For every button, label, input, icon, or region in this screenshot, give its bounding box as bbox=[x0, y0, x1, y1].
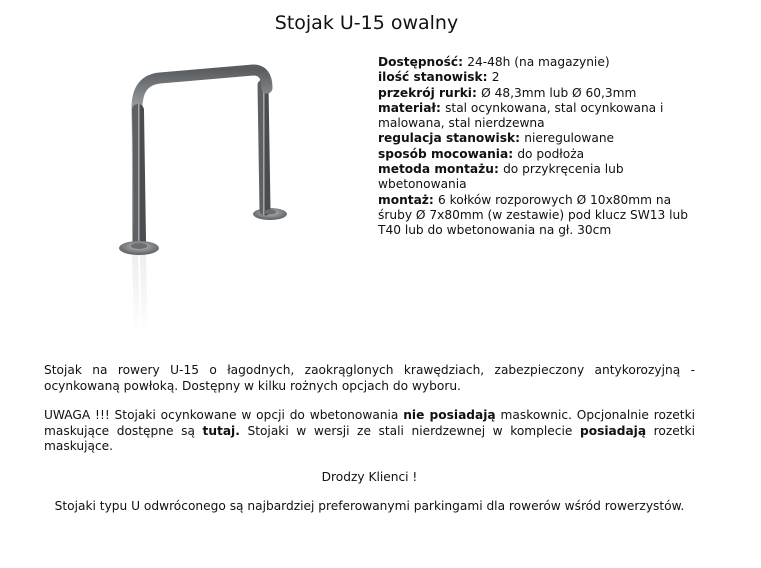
spec-value: 24-48h (na magazynie) bbox=[467, 55, 610, 69]
spec-label: ilość stanowisk bbox=[378, 70, 483, 85]
greeting: Drodzy Klienci ! bbox=[321, 470, 418, 484]
warning-emphasis: posiadają bbox=[579, 423, 647, 438]
spec-list bbox=[378, 55, 698, 239]
spec-value: 6 kołków rozporowych Ø 10x80mm na śruby Ø 7x80mm (w zestawie) pod klucz SW13 lub T40 lub do wbetonowania na gł. 30cm bbox=[378, 192, 688, 238]
spec-label: sposób mocowania bbox=[378, 146, 509, 161]
closing-note: Stojaki typu U odwróconego są najbardziej preferowanymi parkingami dla rowerów wśród rowerzystów. bbox=[54, 499, 685, 513]
bike-rack-image bbox=[95, 50, 325, 340]
spec-label: regulacja stanowisk bbox=[378, 131, 516, 146]
spec-sep: : bbox=[493, 162, 504, 177]
product-description: Stojak na rowery U-15 o łagodnych, zaokrąglonych krawędziach, zabezpieczony antykorozyjną - ocynkowaną powłoką. Dostępny w kilku rożnych opcjach do wyboru. bbox=[44, 363, 695, 393]
spec-material bbox=[378, 101, 698, 132]
spec-value: 2 bbox=[491, 70, 500, 85]
spec-sep: : bbox=[471, 85, 482, 100]
spec-value: Ø 48,3mm lub Ø 60,3mm bbox=[481, 85, 637, 100]
spec-value: do podłoża bbox=[517, 146, 585, 161]
spec-label: Dostępność bbox=[378, 55, 459, 69]
warning-text: rozetki maskujące. bbox=[44, 423, 695, 454]
spec-availability bbox=[378, 55, 698, 70]
page-title: Stojak U-15 owalny bbox=[274, 12, 459, 34]
warning-emphasis: nie posiadają bbox=[403, 408, 496, 422]
spec-tube-section bbox=[378, 86, 698, 101]
spec-label: metoda montażu bbox=[378, 162, 494, 177]
spec-sep: : bbox=[515, 131, 525, 146]
spec-label: materiał bbox=[378, 100, 436, 115]
spec-sep: : bbox=[508, 146, 518, 161]
spec-stations bbox=[378, 70, 698, 85]
spec-label: montaż bbox=[378, 192, 429, 207]
spec-sep: : bbox=[458, 55, 468, 69]
spec-sep: : bbox=[428, 192, 439, 207]
warning-text: UWAGA !!! Stojaki ocynkowane w opcji do wbetonowania bbox=[44, 408, 404, 422]
spec-value: nieregulowane bbox=[524, 131, 615, 146]
spec-sep: : bbox=[482, 70, 492, 85]
rosette-link[interactable]: tutaj. bbox=[202, 423, 240, 438]
spec-label: przekrój rurki bbox=[378, 85, 472, 100]
warning-text: maskownic. Opcjonalnie rozetki maskujące dostępne są bbox=[44, 408, 696, 438]
warning-paragraph bbox=[44, 408, 695, 455]
warning-text: Stojaki w wersji ze stali nierdzewnej w komplecie bbox=[239, 423, 580, 438]
spec-assembly-method bbox=[378, 162, 698, 193]
spec-adjustment bbox=[378, 131, 698, 146]
spec-assembly bbox=[378, 193, 698, 239]
spec-mounting-method bbox=[378, 147, 698, 162]
spec-sep: : bbox=[435, 100, 446, 115]
spec-value: stal ocynkowana, stal ocynkowana i malowana, stal nierdzewna bbox=[378, 100, 664, 131]
spec-value: do przykręcenia lub wbetonowania bbox=[378, 162, 624, 192]
